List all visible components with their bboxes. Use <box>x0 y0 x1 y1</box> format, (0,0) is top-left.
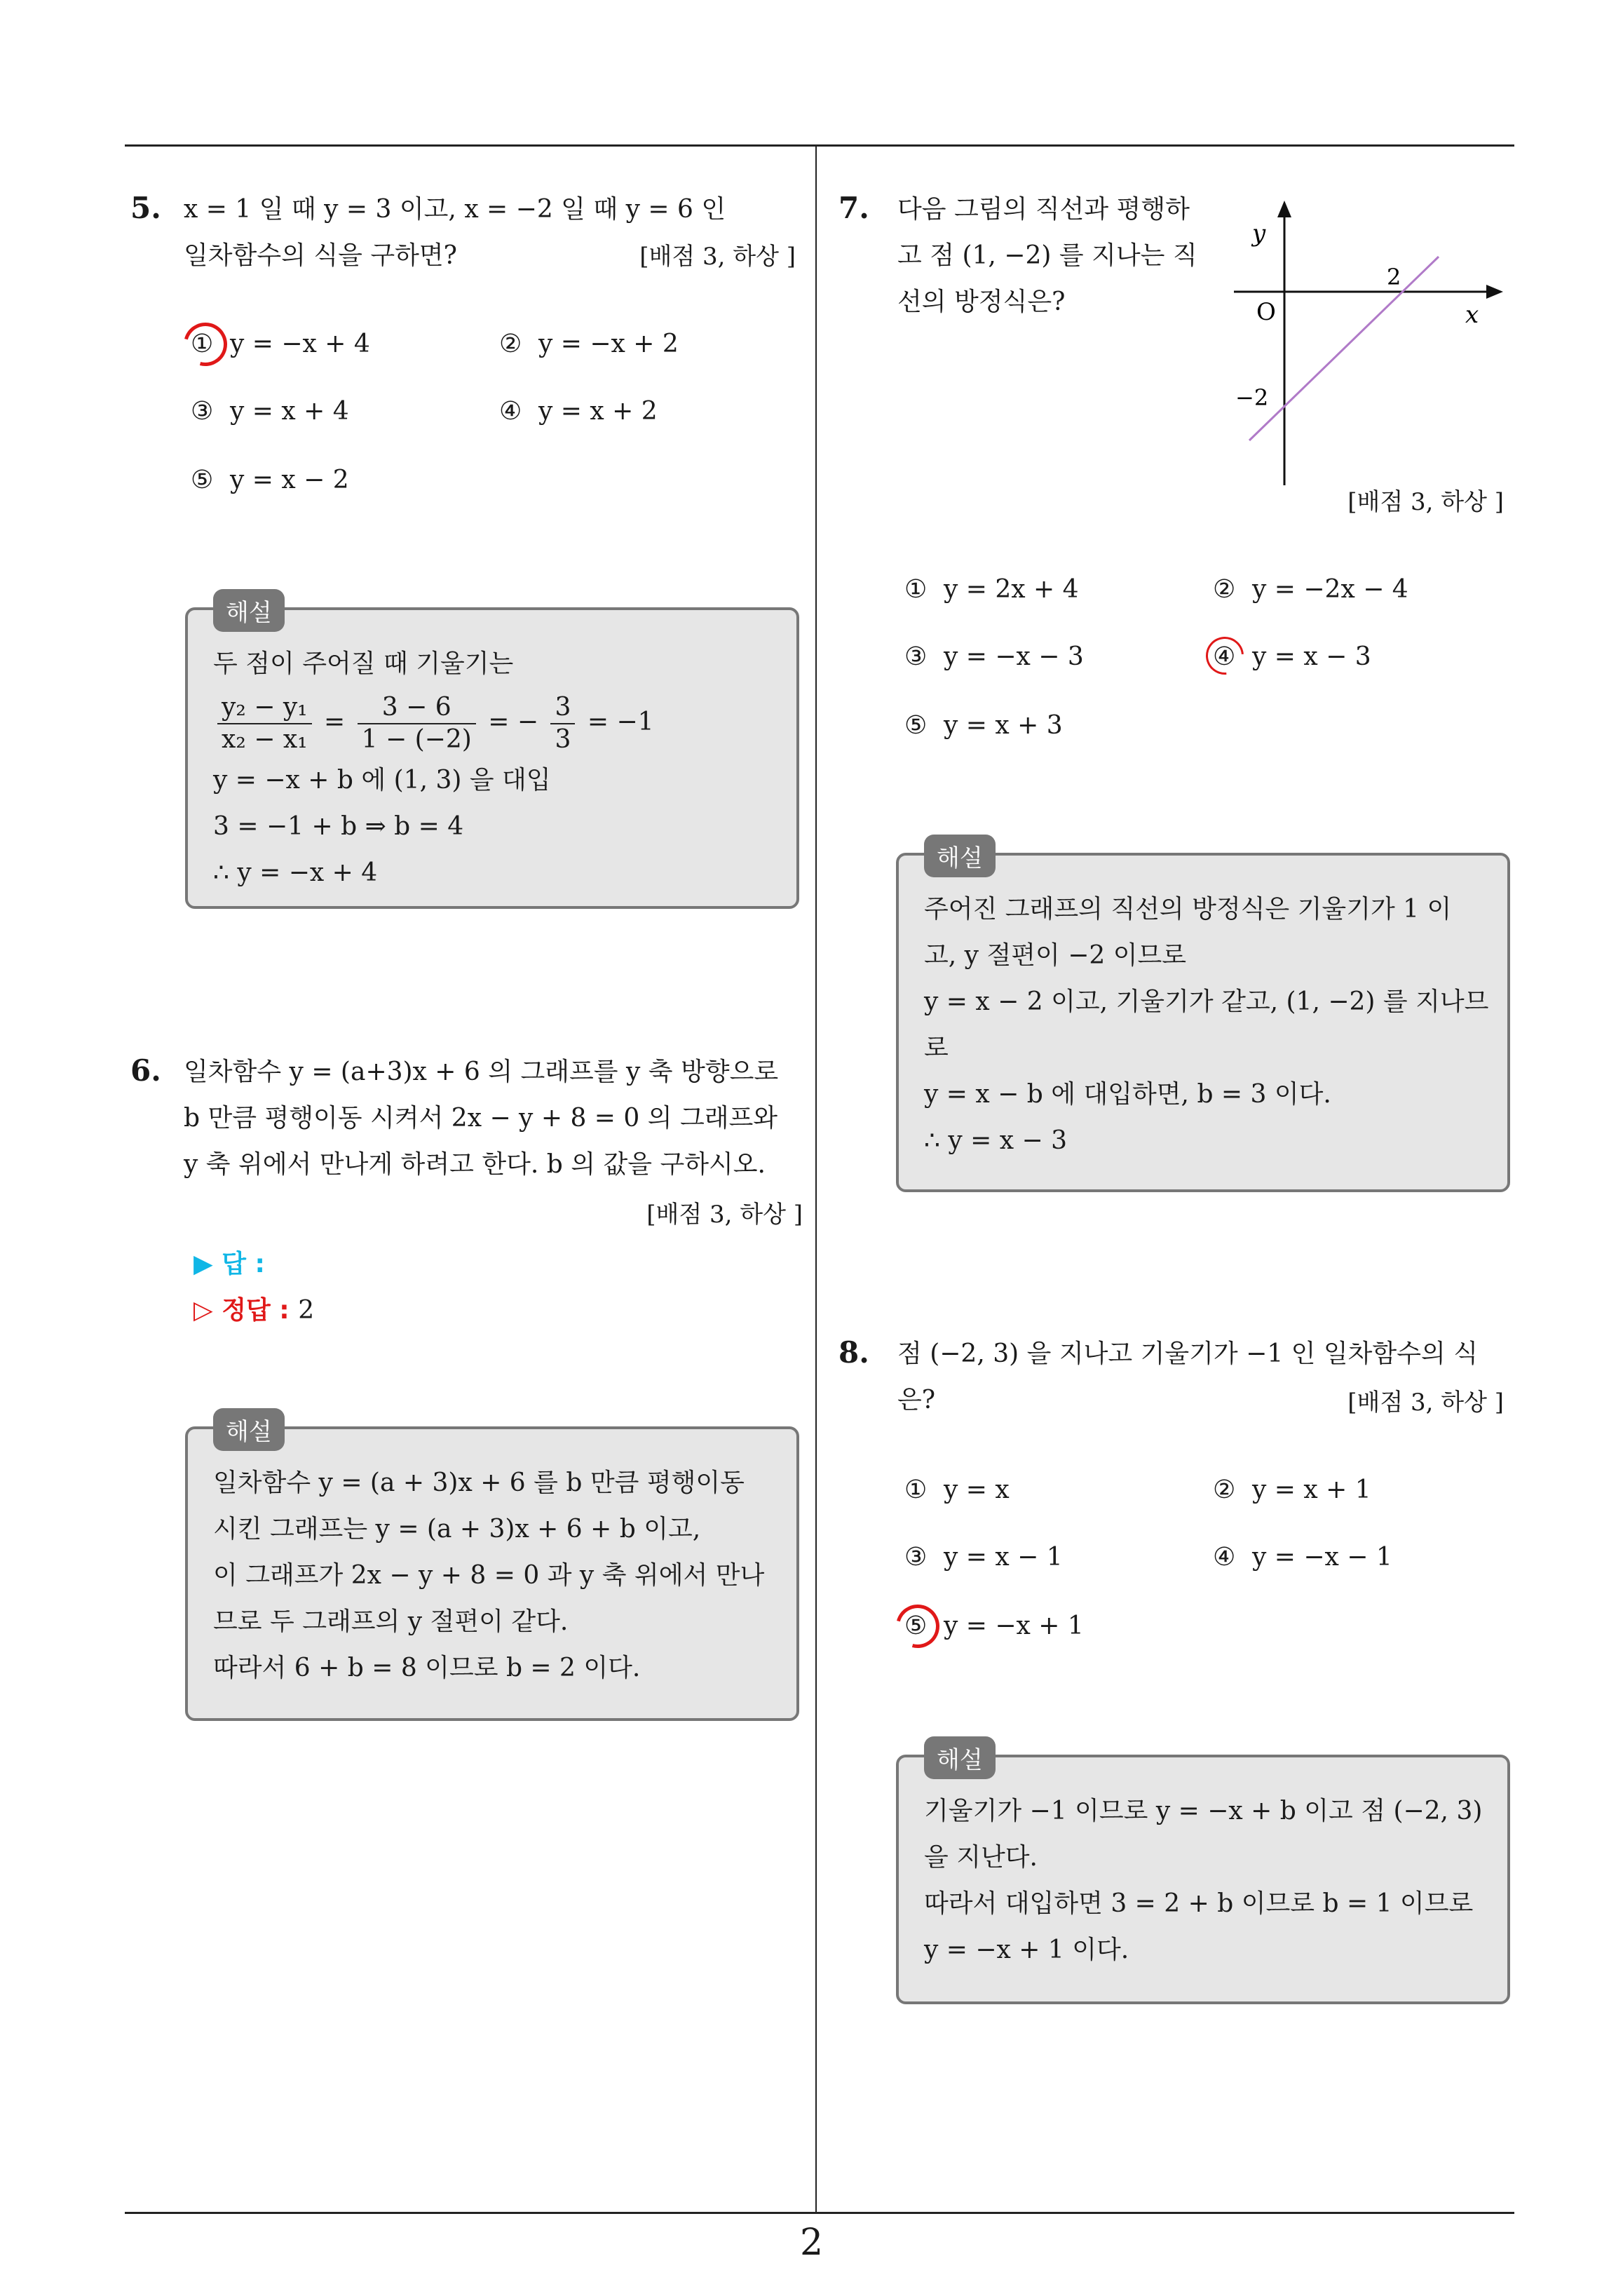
choice-1[interactable]: ① y = x <box>904 1475 1010 1504</box>
choice-3[interactable]: ③ y = −x − 3 <box>904 642 1084 671</box>
solution-box <box>185 1418 799 1721</box>
score-info: [배점 3, 하상 ] <box>1347 1389 1504 1417</box>
choice-2[interactable]: ② y = −2x − 4 <box>1213 575 1408 604</box>
slope-formula: $\frac{\text{y₂ − y₁}}{\text{x₂ − x₁}}$ = $\frac{3 - 6}{1 - (-2)}$ = − $\frac{3}{3}$ = −1 <box>213 687 775 757</box>
question-number: 7. <box>838 191 869 225</box>
x-intercept-label: 2 <box>1387 264 1401 290</box>
solution-tag: 해설 <box>213 1408 285 1451</box>
fraction: $\frac{\text{y₂ − y₁}}{\text{x₂ − x₁}}$ <box>217 692 312 755</box>
origin-label: O <box>1256 298 1276 326</box>
answer-field[interactable]: ▶ 답 : <box>193 1250 265 1278</box>
solution-body: 두 점이 주어질 때 기울기는 $\frac{\text{y₂ − y₁}}{\text{x₂ − x₁}}$ = $\frac{3 - 6}{1 - (-2)}$ = − $\frac{3}{3}$ = −1 y = −x + b 에 (1, 3) 을 대입 3 = −1 + b ⇒ b = 4 ∴ y = −x + 4 <box>213 641 775 896</box>
column-divider <box>815 147 817 2212</box>
solution-box <box>896 1746 1510 2004</box>
choice-1[interactable]: ① y = −x + 4 <box>191 330 370 358</box>
question-number: 6. <box>130 1053 161 1088</box>
question-text: 다음 그림의 직선과 평행하 고 점 (1, −2) 를 지나는 직 선의 방정식은? <box>897 195 1197 316</box>
solution-body: 기울기가 −1 이므로 y = −x + b 이고 점 (−2, 3) 을 지난다. 따라서 대입하면 3 = 2 + b 이므로 b = 1 이므로 y = −x + 1 이다. <box>924 1797 1483 1964</box>
solution-body: 주어진 그래프의 직선의 방정식은 기울기가 1 이 고, y 절편이 −2 이므로 y = x − 2 이고, 기울기가 같고, (1, −2) 를 지나므 로 y = x − b 에 대입하면, b = 3 이다. ∴ y = x − 3 <box>924 895 1489 1155</box>
x-axis-arrow <box>1486 285 1503 299</box>
choice-1[interactable]: ① y = 2x + 4 <box>904 575 1079 604</box>
y-axis-arrow <box>1277 201 1291 217</box>
graph-line <box>1249 257 1439 440</box>
page-number: 2 <box>799 2222 824 2264</box>
fraction: $\frac{3}{3}$ <box>550 692 575 755</box>
choice-3[interactable]: ③ y = x − 1 <box>904 1543 1063 1572</box>
question-text: 점 (−2, 3) 을 지나고 기울기가 −1 인 일차함수의 식 은? <box>897 1339 1478 1414</box>
y-axis-label: y <box>1252 220 1266 248</box>
score-info: [배점 3, 하상 ] <box>1347 488 1504 516</box>
choice-5[interactable]: ⑤ y = −x + 1 <box>904 1612 1084 1640</box>
question-number: 5. <box>130 191 161 225</box>
solution-body: 일차함수 y = (a + 3)x + 6 를 b 만큼 평행이동 시킨 그래프는 y = (a + 3)x + 6 + b 이고, 이 그래프가 2x − y + 8 = 0 과 y 축 위에서 만나 므로 두 그래프의 y 절편이 같다. 따라서 6 + b = 8 이므로 b = 2 이다. <box>213 1468 765 1682</box>
choice-4[interactable]: ④ y = x + 2 <box>499 397 658 426</box>
question-text: x = 1 일 때 y = 3 이고, x = −2 일 때 y = 6 인 일차함수의 식을 구하면? <box>184 195 726 270</box>
choice-4[interactable]: ④ y = x − 3 <box>1213 642 1371 671</box>
score-info: [배점 3, 하상 ] <box>639 243 796 271</box>
choice-3[interactable]: ③ y = x + 4 <box>191 397 349 426</box>
solution-tag: 해설 <box>924 1736 996 1779</box>
top-rule <box>125 144 1514 147</box>
correct-answer: ▷ 정답 : 2 <box>193 1296 315 1325</box>
answer-mark-circle <box>888 1597 948 1656</box>
choice-5[interactable]: ⑤ y = x + 3 <box>904 711 1063 740</box>
choice-5[interactable]: ⑤ y = x − 2 <box>191 466 349 494</box>
solution-tag: 해설 <box>213 589 285 632</box>
choice-4[interactable]: ④ y = −x − 1 <box>1213 1543 1392 1572</box>
choice-2[interactable]: ② y = x + 1 <box>1213 1475 1371 1504</box>
line-graph <box>1234 191 1514 485</box>
solution-box <box>185 599 799 909</box>
score-info: [배점 3, 하상 ] <box>646 1201 803 1229</box>
answer-mark-circle <box>176 315 236 374</box>
solution-box <box>896 844 1510 1192</box>
answer-mark-circle <box>1198 629 1251 682</box>
solution-tag: 해설 <box>924 835 996 877</box>
bottom-rule <box>125 2212 1514 2214</box>
choice-2[interactable]: ② y = −x + 2 <box>499 330 679 358</box>
fraction: $\frac{3 - 6}{1 - (-2)}$ <box>358 692 476 755</box>
question-text: 일차함수 y = (a+3)x + 6 의 그래프를 y 축 방향으로 b 만큼 평행이동 시켜서 2x − y + 8 = 0 의 그래프와 y 축 위에서 만나게 하려고 한다. b 의 값을 구하시오. <box>184 1058 779 1179</box>
x-axis-label: x <box>1465 301 1479 329</box>
y-intercept-label: −2 <box>1235 384 1269 411</box>
question-number: 8. <box>838 1335 869 1370</box>
